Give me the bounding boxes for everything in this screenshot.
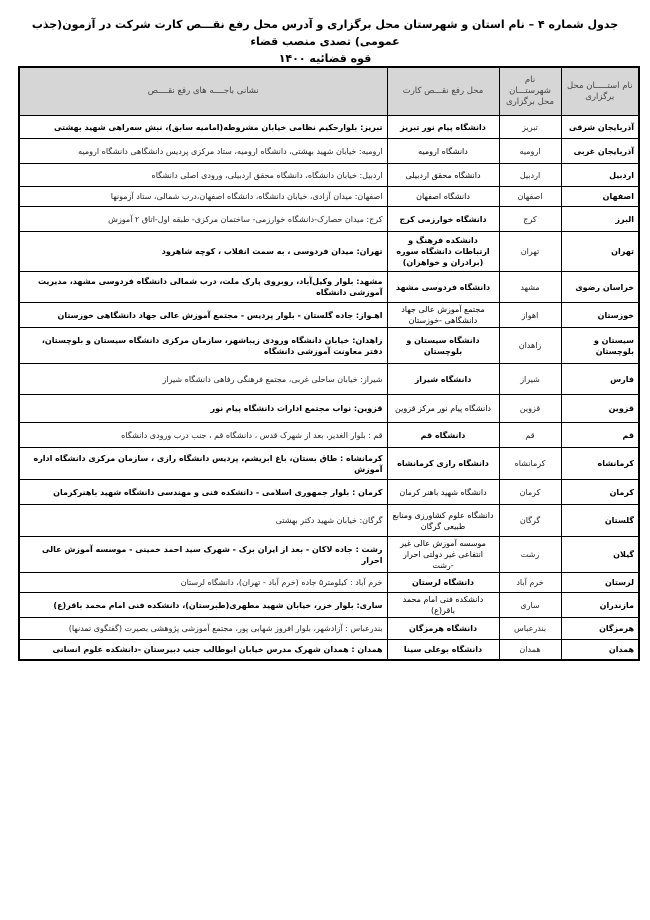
table-header-row bbox=[19, 67, 639, 116]
venue-cell: دانشگاه رازی کرمانشاه bbox=[387, 448, 499, 480]
address-cell: تهران: میدان فردوسی ، به سمت انقلاب ، کوچه شاهرود bbox=[19, 232, 387, 272]
address-cell: تبریز: بلوارحکیم نظامی خیابان مشروطه(امامیه سابق)، نبش سه‌راهی شهید بهشتی bbox=[19, 116, 387, 139]
province-cell: فارس bbox=[561, 364, 639, 395]
address-cell: اهـواز: جاده گلستان - بلوار پردیس - مجتمع آموزش عالی جهاد دانشگاهی خوزستان bbox=[19, 303, 387, 328]
city-cell: ارومیه bbox=[499, 139, 561, 164]
city-cell: زاهدان bbox=[499, 328, 561, 364]
city-cell: کرمانشاه bbox=[499, 448, 561, 480]
province-cell: تهران bbox=[561, 232, 639, 272]
province-cell: خراسان رضوی bbox=[561, 272, 639, 303]
province-cell: کرمان bbox=[561, 480, 639, 505]
address-cell: مشهد: بلوار وکیل‌آباد، روبروی پارک ملت، درب شمالی دانشگاه فردوسی مشهد، مدیریت آموزشی دانشگاه bbox=[19, 272, 387, 303]
address-cell: کرج: میدان حصارک-دانشگاه خوارزمی- ساختمان مرکزی- طبقه اول-اتاق ۲ آموزش bbox=[19, 207, 387, 232]
city-cell: کرج bbox=[499, 207, 561, 232]
province-cell: قم bbox=[561, 423, 639, 448]
venue-cell: دانشگاه محقق اردبیلی bbox=[387, 164, 499, 187]
table-row bbox=[19, 423, 639, 448]
city-cell: شیراز bbox=[499, 364, 561, 395]
city-cell: خرم آباد bbox=[499, 573, 561, 593]
address-cell: کرمان : بلوار جمهوری اسلامی - دانشکده فنی و مهندسی دانشگاه شهید باهنرکرمان bbox=[19, 480, 387, 505]
table-row bbox=[19, 364, 639, 395]
venue-cell: دانشگاه شیراز bbox=[387, 364, 499, 395]
province-cell: سیستان و بلوچستان bbox=[561, 328, 639, 364]
venue-cell: دانشگاه لرستان bbox=[387, 573, 499, 593]
province-cell: البرز bbox=[561, 207, 639, 232]
table-row bbox=[19, 187, 639, 207]
address-cell: خرم آباد : کیلومتر۵ جاده (خرم آباد - تهران)، دانشگاه لرستان bbox=[19, 573, 387, 593]
province-cell: گلستان bbox=[561, 505, 639, 537]
city-cell: ساری bbox=[499, 593, 561, 618]
venue-cell: دانشگاه شهید باهنر کرمان bbox=[387, 480, 499, 505]
city-cell: گرگان bbox=[499, 505, 561, 537]
venue-cell: دانشگاه هرمزگان bbox=[387, 618, 499, 640]
table-row bbox=[19, 537, 639, 573]
city-cell: بندرعباس bbox=[499, 618, 561, 640]
table-row bbox=[19, 116, 639, 139]
city-cell: اردبیل bbox=[499, 164, 561, 187]
venue-cell: موسسه آموزش عالی غیر انتفاعی غیر دولتی احرار -رشت bbox=[387, 537, 499, 573]
table-row bbox=[19, 207, 639, 232]
venue-cell: دانشگاه خوارزمی کرج bbox=[387, 207, 499, 232]
title-line-2: قوه قضائیه ۱۴۰۰ bbox=[278, 52, 372, 65]
venue-cell: مجتمع آموزش عالی جهاد دانشگاهی -خوزستان bbox=[387, 303, 499, 328]
province-cell: لرستان bbox=[561, 573, 639, 593]
address-cell: همدان : همدان شهرک مدرس خیابان ابوطالب جنب دبیرستان -دانشکده علوم انسانی bbox=[19, 640, 387, 660]
table-row bbox=[19, 164, 639, 187]
city-cell: مشهد bbox=[499, 272, 561, 303]
table-row bbox=[19, 640, 639, 660]
venue-cell: دانشگاه پیام نور مرکز قزوین bbox=[387, 395, 499, 423]
header-province: نام استـــــان محل برگزاری bbox=[561, 67, 639, 116]
address-cell: اردبیل: خیابان دانشگاه، دانشگاه محقق اردبیلی، ورودی اصلی دانشگاه bbox=[19, 164, 387, 187]
address-cell: اصفهان: میدان آزادی، خیابان دانشگاه، دانشگاه اصفهان،درب شمالی، ستاد آزمونها bbox=[19, 187, 387, 207]
header-city: نام شهرستـــان محل برگزاری bbox=[499, 67, 561, 116]
city-cell: قزوین bbox=[499, 395, 561, 423]
address-cell: زاهدان: خیابان دانشگاه ورودی زیباشهر، سازمان مرکزی دانشگاه سیستان و بلوچستان، دفتر معاونت آموزشی دانشگاه bbox=[19, 328, 387, 364]
table-row bbox=[19, 139, 639, 164]
table-row bbox=[19, 573, 639, 593]
city-cell: اهواز bbox=[499, 303, 561, 328]
header-venue: محل رفع نقـــص کارت bbox=[387, 67, 499, 116]
address-cell: ارومیه: خیابان شهید بهشتی، دانشگاه ارومیه، ستاد مرکزی پردیس دانشگاهی دانشگاه ارومیه bbox=[19, 139, 387, 164]
venue-cell: دانشگاه ارومیه bbox=[387, 139, 499, 164]
title-line-1: جدول شماره ۴ – نام استان و شهرستان محل برگزاری و آدرس محل رفع نقـــص کارت شرکت در آزمون(جذب عمومی) تصدی منصب قضاء bbox=[31, 18, 619, 48]
city-cell: تهران bbox=[499, 232, 561, 272]
table-row bbox=[19, 303, 639, 328]
venue-cell: دانشکده فرهنگ و ارتباطات دانشگاه سوره (برادران و خواهران) bbox=[387, 232, 499, 272]
address-cell: شیراز: خیابان ساحلی غربی، مجتمع فرهنگی رفاهی دانشگاه شیراز bbox=[19, 364, 387, 395]
province-cell: خوزستان bbox=[561, 303, 639, 328]
table-row bbox=[19, 328, 639, 364]
document-title bbox=[20, 16, 630, 67]
address-cell: ساری: بلوار خزر، خیابان شهید مطهری(طبرستان)، دانشکده فنی امام محمد باقر(ع) bbox=[19, 593, 387, 618]
city-cell: اصفهان bbox=[499, 187, 561, 207]
province-cell: کرمانشاه bbox=[561, 448, 639, 480]
table-body bbox=[19, 116, 639, 660]
address-cell: قم : بلوار الغدیر، بعد از شهرک قدس ، دانشگاه قم ، جنب درب ورودی دانشگاه bbox=[19, 423, 387, 448]
venue-cell: دانشگاه پیام نور تبریز bbox=[387, 116, 499, 139]
table-row bbox=[19, 232, 639, 272]
address-cell: رشت : جاده لاکان - بعد از ایران برک - شهرک سید احمد خمینی - موسسه آموزش عالی احرار bbox=[19, 537, 387, 573]
venue-cell: دانشگاه علوم کشاورزی ومنابع طبیعی گرگان bbox=[387, 505, 499, 537]
city-cell: کرمان bbox=[499, 480, 561, 505]
province-cell: مازندران bbox=[561, 593, 639, 618]
header-address: نشانی باجــــه های رفع نقــــص bbox=[19, 67, 387, 116]
city-cell: قم bbox=[499, 423, 561, 448]
province-cell: آذربایجان غربی bbox=[561, 139, 639, 164]
province-cell: گیلان bbox=[561, 537, 639, 573]
province-cell: اردبیل bbox=[561, 164, 639, 187]
address-cell: کرمانشاه : طاق بستان، باغ ابریشم، پردیس دانشگاه رازی ، سازمان مرکزی دانشگاه اداره آموزش bbox=[19, 448, 387, 480]
table-row bbox=[19, 395, 639, 423]
table-row bbox=[19, 480, 639, 505]
province-cell: اصفهان bbox=[561, 187, 639, 207]
venue-cell: دانشکده فنی امام محمد باقر(ع) bbox=[387, 593, 499, 618]
venue-cell: دانشگاه بوعلی سینا bbox=[387, 640, 499, 660]
table-row bbox=[19, 593, 639, 618]
venue-cell: دانشگاه اصفهان bbox=[387, 187, 499, 207]
city-cell: رشت bbox=[499, 537, 561, 573]
address-cell: قزوین: نواب مجتمع ادارات دانشگاه پیام نور bbox=[19, 395, 387, 423]
table-row bbox=[19, 505, 639, 537]
table-row bbox=[19, 272, 639, 303]
venue-cell: دانشگاه فردوسی مشهد bbox=[387, 272, 499, 303]
venue-cell: دانشگاه سیستان و بلوچستان bbox=[387, 328, 499, 364]
table-row bbox=[19, 618, 639, 640]
province-cell: قزوین bbox=[561, 395, 639, 423]
province-cell: همدان bbox=[561, 640, 639, 660]
province-cell: آذربایجان شرقی bbox=[561, 116, 639, 139]
table-row bbox=[19, 448, 639, 480]
province-cell: هرمزگان bbox=[561, 618, 639, 640]
venues-table bbox=[18, 66, 640, 661]
address-cell: بندرعباس : آزادشهر، بلوار افروز شهابی پور، مجتمع آموزشی پژوهشی بصیرت (گفتگوی تمدنها) bbox=[19, 618, 387, 640]
address-cell: گرگان: خیابان شهید دکتر بهشتی bbox=[19, 505, 387, 537]
city-cell: تبریز bbox=[499, 116, 561, 139]
venue-cell: دانشگاه قم bbox=[387, 423, 499, 448]
city-cell: همدان bbox=[499, 640, 561, 660]
